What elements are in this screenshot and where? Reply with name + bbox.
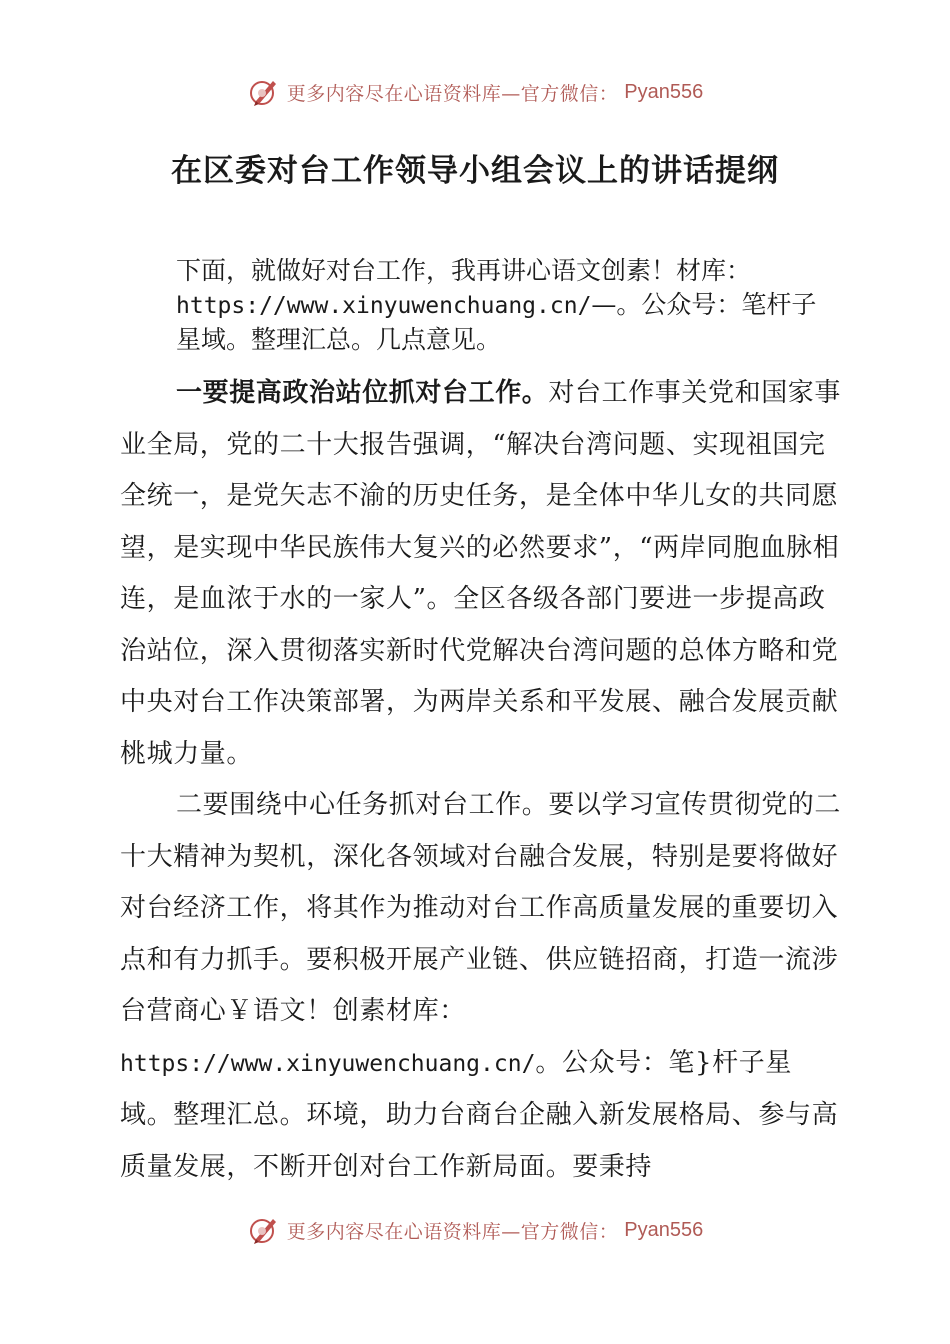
header-watermark: [0, 72, 950, 112]
pen-logo-icon: [247, 1213, 281, 1247]
paragraph-2-text-a: 二要围绕中心任务抓对台工作。要以学习宣传贯彻党的二十大精神为契机，深化各领域对台融合发展，特别是要将做好对台经济工作，将其作为推动对台工作高质量发展的重要切入点和有力抓手。要积极开展产业链、供应链招商，打造一流涉台营商心￥语文！创素材库：: [120, 790, 842, 1026]
document-title: 在区委对台工作领导小组会议上的讲话提纲: [171, 153, 779, 189]
paragraph-2-url: https://www.xinyuwenchuang.cn/: [120, 1050, 536, 1077]
paragraph-2-text-b: 。公众号：笔}杆子星域。整理汇总。环境，助力台商台企融入新发展格局、参与高质量发展，不断开创对台工作新局面。要秉持: [120, 1047, 839, 1182]
pen-logo-icon: [247, 75, 281, 109]
watermark-id: Pyan556: [624, 80, 704, 103]
watermark-text: 更多内容尽在心语资料库—官方微信：: [286, 82, 619, 105]
intro-text-1: 下面，就做好对台工作，我再讲心语文创素！材库：: [176, 256, 752, 285]
intro-paragraph: [176, 254, 836, 357]
intro-url: https://www.xinyuwenchuang.cn/: [176, 293, 592, 319]
footer-watermark: [0, 1210, 950, 1250]
watermark-text: 更多内容尽在心语资料库—官方微信：: [286, 1220, 619, 1243]
intro-text-2: —。公众号：笔杆子星域。整理汇总。几点意见。: [176, 290, 817, 354]
document-body: [120, 368, 842, 1193]
watermark-id: Pyan556: [624, 1218, 704, 1241]
paragraph-1: [120, 368, 842, 780]
paragraph-1-text: 对台工作事关党和国家事业全局，党的二十大报告强调，“解决台湾问题、实现祖国完全统一，是党矢志不渝的历史任务，是全体中华儿女的共同愿望，是实现中华民族伟大复兴的必然要求”，“两岸同胞血脉相连，是血浓于水的一家人”。全区各级各部门要进一步提高政治站位，深入贯彻落实新时代党解决台湾问题的总体方略和党中央对台工作决策部署，为两岸关系和平发展、融合发展贡献桃城力量。: [120, 378, 842, 769]
paragraph-2: [120, 780, 842, 1193]
paragraph-1-lead: 一要提高政治站位抓对台工作。: [176, 378, 549, 408]
